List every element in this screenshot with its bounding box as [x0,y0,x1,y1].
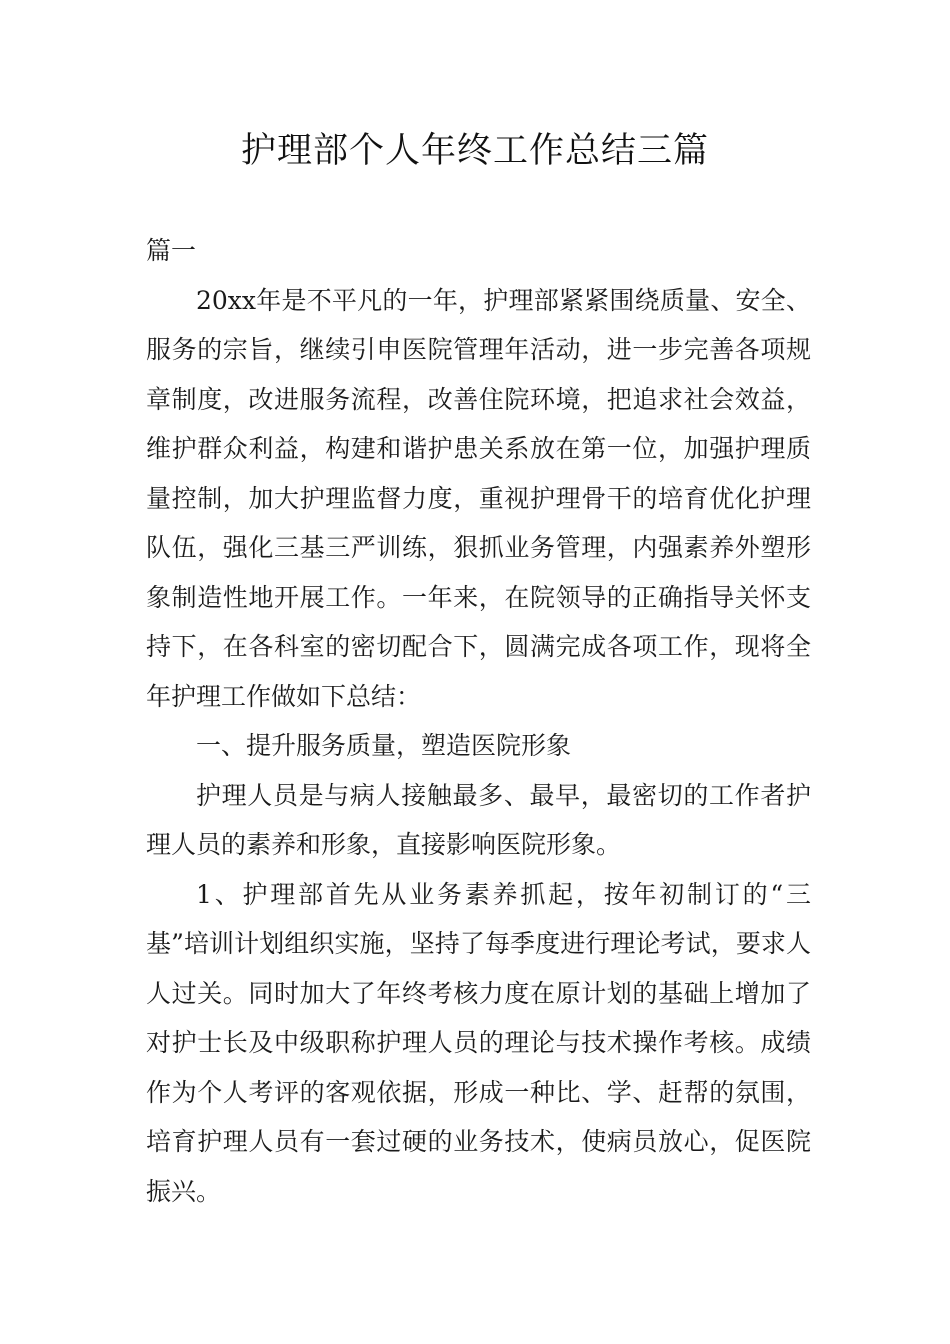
document-title: 护理部个人年终工作总结三篇 [240,131,709,171]
document-body [146,226,811,1216]
section-heading: 一、提升服务质量，塑造医院形象 [196,731,572,760]
section-label: 篇一 [146,236,197,265]
paragraph-item-1: 1、护理部首先从业务素养抓起，按年初制订的“三基”培训计划组织实施，坚持了每季度进行理论考试，要求人人过关。同时加大了年终考核力度在原计划的基础上增加了对护士长及中级职称护理人员的理论与技术操作考核。成绩作为个人考评的客观依据，形成一种比、学、赶帮的氛围，培育护理人员有一套过硬的业务技术，使病员放心，促医院振兴。 [146,879,811,1206]
paragraph-intro: 20xx年是不平凡的一年，护理部紧紧围绕质量、安全、服务的宗旨，继续引申医院管理年活动，进一步完善各项规章制度，改进服务流程，改善住院环境，把追求社会效益，维护群众利益，构建和谐护患关系放在第一位，加强护理质量控制，加大护理监督力度，重视护理骨干的培育优化护理队伍，强化三基三严训练，狠抓业务管理，内强素养外塑形象制造性地开展工作。一年来，在院领导的正确指导关怀支持下，在各科室的密切配合下，圆满完成各项工作，现将全年护理工作做如下总结： [146,285,811,711]
paragraph-staff: 护理人员是与病人接触最多、最早，最密切的工作者护理人员的素养和形象，直接影响医院形象。 [146,780,811,859]
